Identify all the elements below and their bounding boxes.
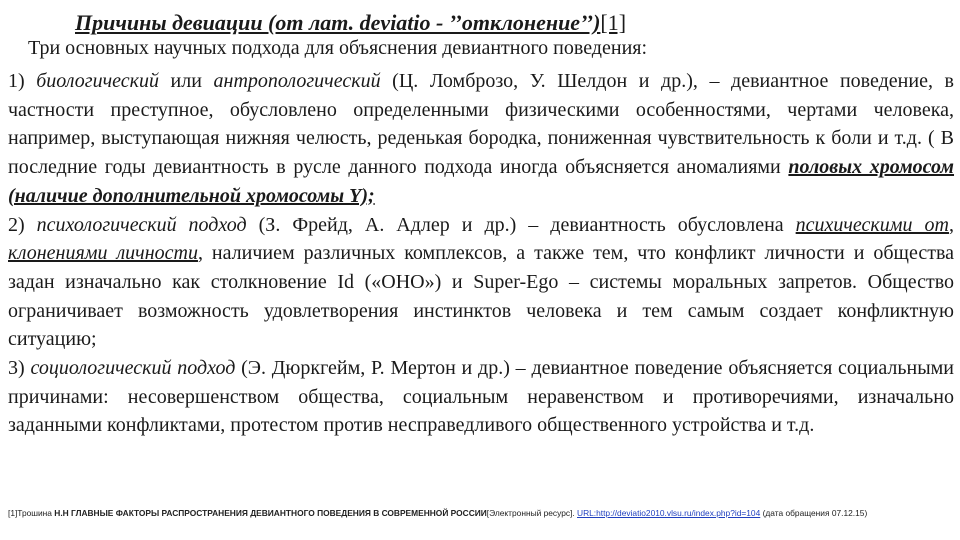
- paragraph-text: (Ц. Ломброзо, У. Шелдон и др.), – девиантное поведение, в частности преступное, обусловлено определенными физическими особенностями, чертами человека, например, выступающая нижняя челюсть, реденькая бородка, пониженная чувствительность к боли и т.д. ( В последние годы девиантность в русле данного подхода иногда объясняется аномалиями: [8, 70, 954, 179]
- term-anthropological: антропологический: [213, 70, 381, 92]
- paragraph-text: (Э. Дюркгейм, Р. Мертон и др.) – девиантное поведение объясняется социальными причинами: несовершенством общества, социальным неравенством и противоречиями, изначально заданными конфликтами, протестом против несправедливого общественного устройства и т.д.: [8, 357, 954, 437]
- footnote-url-link[interactable]: URL:http://deviatio2010.vlsu.ru/index.php?id=104: [577, 508, 761, 518]
- term-biological: биологический: [36, 70, 159, 92]
- term-sociological: социологический подход: [30, 357, 236, 380]
- list-number: 3): [8, 357, 31, 380]
- paragraph-biological: [8, 67, 954, 211]
- slide-title-text: Причины девиации (от лат. deviatio - ’’отклонение’’): [75, 10, 601, 35]
- footnote-ref: [1]Трошина: [8, 508, 55, 518]
- slide-title: [75, 10, 626, 36]
- list-number: 1): [8, 70, 37, 92]
- footnote: [8, 506, 948, 520]
- link-mental-deviations-1[interactable]: психическими от: [795, 213, 949, 236]
- paragraph-text: (З. Фрейд, А. Адлер и др.) – девиантность обусловлена: [246, 213, 796, 236]
- footnote-text: [Электронный ресурс].: [486, 508, 578, 518]
- term-psychological: психологический подход: [36, 213, 247, 236]
- paragraph-text: или: [158, 70, 214, 92]
- body-text: [8, 67, 954, 440]
- footnote-reference-link[interactable]: [1]: [600, 10, 627, 35]
- footnote-title: Н.Н ГЛАВНЫЕ ФАКТОРЫ РАСПРОСТРАНЕНИЯ ДЕВИАНТНОГО ПОВЕДЕНИЯ В СОВРЕМЕННОЙ РОССИИ: [54, 508, 487, 518]
- highlight-extra-chromosome: (наличие дополнительной хромосомы Y);: [8, 184, 375, 207]
- paragraph-sociological: [8, 354, 954, 440]
- footnote-text: (дата обращения 07.12.15): [760, 508, 868, 518]
- highlight-sex-chromosomes: половых хромосом: [788, 156, 955, 179]
- link-mental-deviations-2[interactable]: клонениями личности: [8, 242, 198, 265]
- paragraph-psychological: [8, 211, 954, 355]
- paragraph-text: ,: [948, 213, 954, 236]
- paragraph-text: , наличием различных комплексов, а также тем, что конфликт личности и общества задан изначально как столкновение Id («ОНО») и Super-Ego – системы моральных запретов. Общество ограничивает возможность удовлетворения инстинктов человека и тем самым создает конфликтную ситуацию;: [8, 242, 954, 351]
- slide-subtitle: Три основных научных подхода для объяснения девиантного поведения:: [28, 37, 648, 59]
- list-number: 2): [8, 213, 37, 236]
